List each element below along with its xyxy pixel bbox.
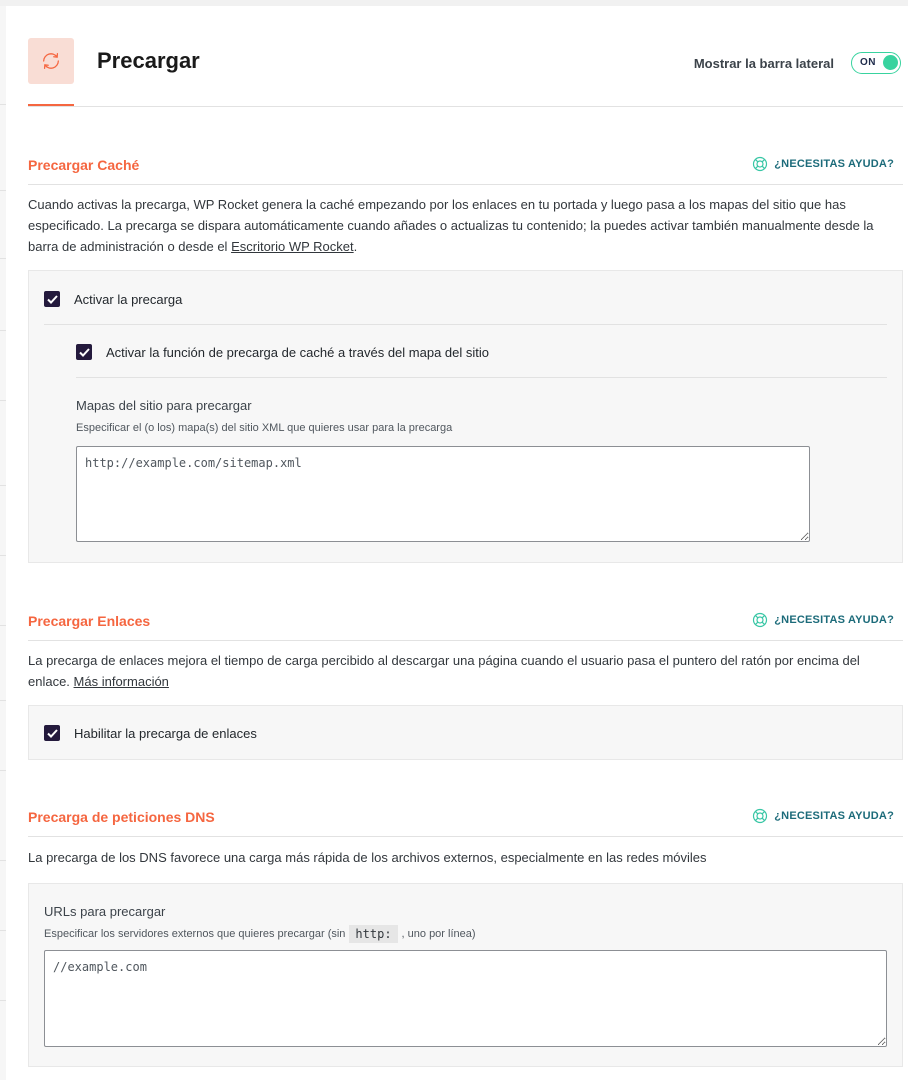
toggle-state-label: ON [860,57,876,68]
header-accent-underline [28,104,74,106]
section-divider [28,640,903,641]
left-edge-mark [0,700,6,701]
checkmark-icon [47,295,58,304]
enable-link-preload-checkbox[interactable] [44,725,60,741]
help-link-cache[interactable] [752,156,894,172]
activate-preload-label: Activar la precarga [74,291,183,307]
sitemaps-description: Especificar el (o los) mapa(s) del sitio XML que quieres usar para la precarga [76,422,453,434]
dns-urls-textarea[interactable] [44,950,887,1047]
left-edge-mark [0,770,6,771]
help-label: ¿NECESITAS AYUDA? [774,614,894,626]
enable-link-preload-label: Habilitar la precarga de enlaces [74,725,257,741]
toggle-knob [883,55,898,70]
left-edge-mark [0,190,6,191]
section-divider [28,836,903,837]
lifebuoy-icon [752,156,768,172]
section-divider [28,184,903,185]
top-strip [0,0,908,6]
left-edge-mark [0,1000,6,1001]
dns-options-panel [28,883,903,1067]
left-edge-mark [0,330,6,331]
left-edge-mark [0,860,6,861]
help-link-dns[interactable] [752,808,894,824]
left-edge [0,6,6,1080]
cache-options-panel [28,270,903,563]
links-options-panel [28,705,903,760]
section-description-dns: La precarga de los DNS favorece una carga más rápida de los archivos externos, especialmente en las redes móviles [28,850,707,865]
description-text: Especificar los servidores externos que quieres precargar (sin [44,928,346,940]
help-label: ¿NECESITAS AYUDA? [774,810,894,822]
left-edge-mark [0,104,6,105]
help-label: ¿NECESITAS AYUDA? [774,158,894,170]
left-edge-mark [0,625,6,626]
lifebuoy-icon [752,808,768,824]
section-description-links [28,650,903,692]
section-title-cache: Precargar Caché [28,157,140,173]
section-title-dns: Precarga de peticiones DNS [28,809,215,825]
page-title: Precargar [97,48,200,73]
activate-preload-row[interactable] [44,291,182,307]
panel-divider [44,324,887,325]
section-description-cache [28,194,903,257]
refresh-icon [28,38,74,84]
checkmark-icon [47,729,58,738]
help-link-links[interactable] [752,612,894,628]
header-divider [28,106,903,107]
dns-urls-label: URLs para precargar [44,904,166,919]
wp-rocket-dashboard-link[interactable]: Escritorio WP Rocket [231,239,354,254]
checkmark-icon [79,348,90,357]
section-title-links: Precargar Enlaces [28,613,151,629]
left-edge-mark [0,400,6,401]
left-edge-mark [0,485,6,486]
description-text: La precarga de enlaces mejora el tiempo de carga percibido al descargar una página cuando el usuario pasa el puntero del ratón por encima del enlace. [28,653,860,689]
dns-urls-description [44,925,476,943]
description-text: . [353,239,358,254]
left-edge-mark [0,555,6,556]
activate-preload-checkbox[interactable] [44,291,60,307]
left-edge-mark [0,258,6,259]
sitemap-preload-row[interactable] [76,344,489,360]
description-text: Cuando activas la precarga, WP Rocket genera la caché empezando por los enlaces en tu portada y luego pasa a los mapas del sitio que has especificado. La precarga se dispara automáticamente cuando añades o actualizas tu contenido; la puedes activar también manualmente desde la barra de administración o desde el [28,197,874,254]
sitemaps-textarea[interactable] [76,446,810,542]
code-chip: http: [349,925,397,943]
lifebuoy-icon [752,612,768,628]
sidebar-toggle[interactable] [851,52,901,74]
panel-divider [76,377,887,378]
sidebar-toggle-label: Mostrar la barra lateral [693,56,834,71]
description-text: , uno por línea) [401,928,476,940]
left-edge-mark [0,930,6,931]
sitemaps-label: Mapas del sitio para precargar [76,398,252,413]
enable-link-preload-row[interactable] [44,725,257,741]
sitemap-preload-label: Activar la función de precarga de caché a través del mapa del sitio [106,344,489,360]
sitemap-preload-checkbox[interactable] [76,344,92,360]
more-info-link[interactable]: Más información [73,674,169,689]
